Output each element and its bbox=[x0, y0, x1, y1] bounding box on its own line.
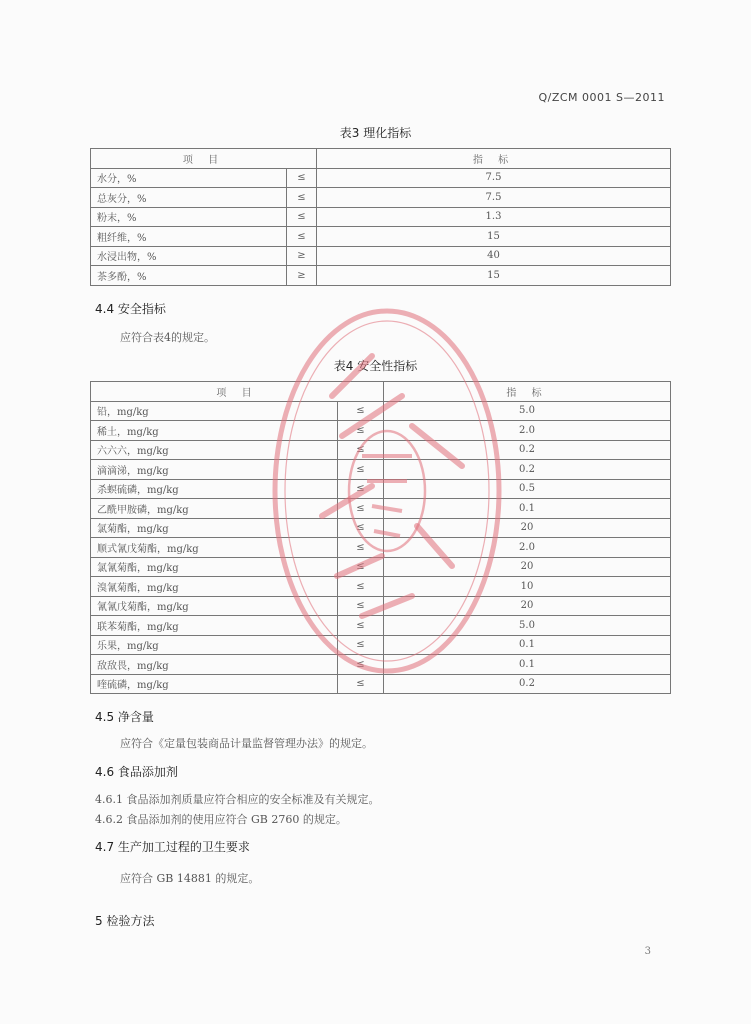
table-row bbox=[91, 596, 671, 616]
table-row bbox=[91, 401, 671, 421]
operator: ≤ bbox=[338, 616, 384, 636]
index-value: 20 bbox=[384, 557, 671, 577]
section-4-6-2: 4.6.2 食品添加剂的使用应符合 GB 2760 的规定。 bbox=[95, 813, 347, 826]
index-value: 0.2 bbox=[384, 440, 671, 460]
table-row bbox=[91, 479, 671, 499]
section-4-5-heading: 4.5 净含量 bbox=[95, 710, 154, 724]
item-name: 稀土，mg/kg bbox=[91, 421, 338, 441]
table4-col-index: 指 标 bbox=[384, 382, 671, 402]
table3-caption: 表3 理化指标 bbox=[339, 126, 412, 140]
table-row bbox=[91, 518, 671, 538]
index-value: 20 bbox=[384, 518, 671, 538]
index-value: 5.0 bbox=[384, 616, 671, 636]
table-row bbox=[91, 188, 671, 208]
operator: ≤ bbox=[338, 421, 384, 441]
table4-col-item: 项 目 bbox=[91, 382, 384, 402]
operator: ≤ bbox=[338, 655, 384, 675]
item-name: 联苯菊酯，mg/kg bbox=[91, 616, 338, 636]
table-row bbox=[91, 440, 671, 460]
operator: ≤ bbox=[287, 168, 317, 188]
table4-caption: 表4 安全性指标 bbox=[333, 359, 418, 373]
operator: ≥ bbox=[287, 266, 317, 286]
operator: ≤ bbox=[338, 440, 384, 460]
operator: ≤ bbox=[287, 207, 317, 227]
item-name: 氯菊酯，mg/kg bbox=[91, 518, 338, 538]
index-value: 10 bbox=[384, 577, 671, 597]
item-name: 水浸出物，% bbox=[91, 246, 287, 266]
item-name: 乙酰甲胺磷，mg/kg bbox=[91, 499, 338, 519]
index-value: 2.0 bbox=[384, 421, 671, 441]
table3-col-index: 指 标 bbox=[317, 149, 671, 169]
table-row bbox=[91, 207, 671, 227]
table4-header-row bbox=[91, 382, 671, 402]
table-row bbox=[91, 460, 671, 480]
index-value: 15 bbox=[317, 227, 671, 247]
item-name: 杀螟硫磷，mg/kg bbox=[91, 479, 338, 499]
operator: ≤ bbox=[287, 188, 317, 208]
item-name: 粉末，% bbox=[91, 207, 287, 227]
index-value: 0.1 bbox=[384, 655, 671, 675]
item-name: 氰氰戊菊酯，mg/kg bbox=[91, 596, 338, 616]
index-value: 7.5 bbox=[317, 188, 671, 208]
operator: ≤ bbox=[338, 596, 384, 616]
operator: ≤ bbox=[338, 499, 384, 519]
operator: ≤ bbox=[338, 518, 384, 538]
section-5-heading: 5 检验方法 bbox=[95, 914, 155, 928]
page-number: 3 bbox=[644, 946, 651, 957]
section-4-4-heading: 4.4 安全指标 bbox=[95, 302, 166, 316]
section-4-7-text: 应符合 GB 14881 的规定。 bbox=[120, 872, 260, 885]
operator: ≤ bbox=[338, 674, 384, 694]
index-value: 0.5 bbox=[384, 479, 671, 499]
item-name: 铅，mg/kg bbox=[91, 401, 338, 421]
operator: ≤ bbox=[338, 460, 384, 480]
index-value: 5.0 bbox=[384, 401, 671, 421]
item-name: 氯氰菊酯，mg/kg bbox=[91, 557, 338, 577]
table-row bbox=[91, 577, 671, 597]
index-value: 15 bbox=[317, 266, 671, 286]
table-row bbox=[91, 499, 671, 519]
table-row bbox=[91, 246, 671, 266]
physicochemical-table bbox=[90, 148, 671, 286]
operator: ≤ bbox=[287, 227, 317, 247]
document-code: Q/ZCM 0001 S—2011 bbox=[538, 91, 665, 104]
index-value: 0.1 bbox=[384, 499, 671, 519]
section-4-4-text: 应符合表4的规定。 bbox=[120, 331, 215, 344]
table-row bbox=[91, 557, 671, 577]
item-name: 喹硫磷，mg/kg bbox=[91, 674, 338, 694]
table-row bbox=[91, 674, 671, 694]
index-value: 0.1 bbox=[384, 635, 671, 655]
item-name: 顺式氰戊菊酯，mg/kg bbox=[91, 538, 338, 558]
index-value: 20 bbox=[384, 596, 671, 616]
item-name: 茶多酚，% bbox=[91, 266, 287, 286]
table-row bbox=[91, 421, 671, 441]
section-4-7-heading: 4.7 生产加工过程的卫生要求 bbox=[95, 840, 250, 854]
operator: ≤ bbox=[338, 635, 384, 655]
safety-table bbox=[90, 381, 671, 694]
item-name: 敌敌畏，mg/kg bbox=[91, 655, 338, 675]
index-value: 1.3 bbox=[317, 207, 671, 227]
item-name: 粗纤维，% bbox=[91, 227, 287, 247]
item-name: 溴氰菊酯，mg/kg bbox=[91, 577, 338, 597]
operator: ≤ bbox=[338, 401, 384, 421]
table-row bbox=[91, 635, 671, 655]
operator: ≤ bbox=[338, 577, 384, 597]
operator: ≤ bbox=[338, 538, 384, 558]
item-name: 乐果，mg/kg bbox=[91, 635, 338, 655]
index-value: 40 bbox=[317, 246, 671, 266]
index-value: 2.0 bbox=[384, 538, 671, 558]
table3-col-item: 项 目 bbox=[91, 149, 317, 169]
operator: ≤ bbox=[338, 479, 384, 499]
section-4-6-heading: 4.6 食品添加剂 bbox=[95, 765, 178, 779]
index-value: 0.2 bbox=[384, 460, 671, 480]
table-row bbox=[91, 538, 671, 558]
item-name: 水分，% bbox=[91, 168, 287, 188]
table-row bbox=[91, 227, 671, 247]
operator: ≥ bbox=[287, 246, 317, 266]
item-name: 总灰分，% bbox=[91, 188, 287, 208]
section-4-5-text: 应符合《定量包装商品计量监督管理办法》的规定。 bbox=[120, 737, 373, 750]
index-value: 7.5 bbox=[317, 168, 671, 188]
table-row bbox=[91, 616, 671, 636]
item-name: 六六六，mg/kg bbox=[91, 440, 338, 460]
operator: ≤ bbox=[338, 557, 384, 577]
section-4-6-1: 4.6.1 食品添加剂质量应符合相应的安全标准及有关规定。 bbox=[95, 793, 380, 806]
table-row bbox=[91, 168, 671, 188]
item-name: 滴滴涕，mg/kg bbox=[91, 460, 338, 480]
table-row bbox=[91, 655, 671, 675]
table3-header-row bbox=[91, 149, 671, 169]
table-row bbox=[91, 266, 671, 286]
index-value: 0.2 bbox=[384, 674, 671, 694]
